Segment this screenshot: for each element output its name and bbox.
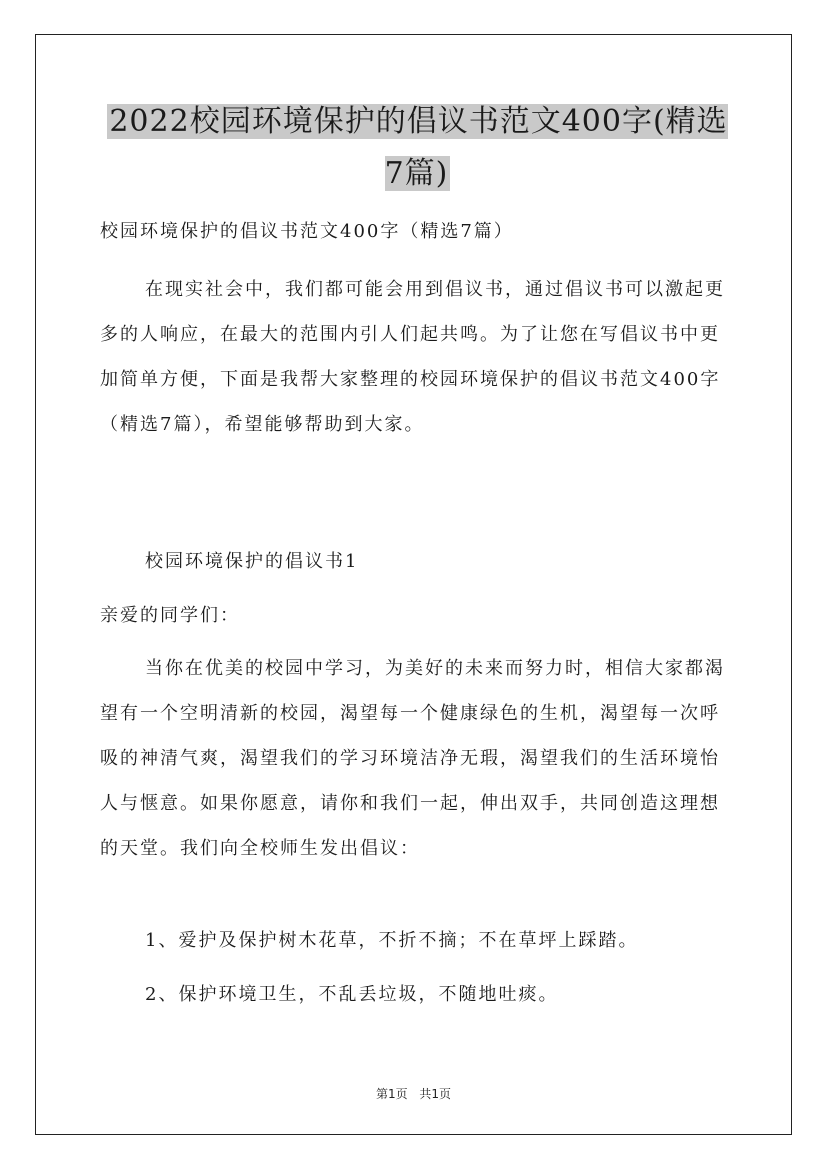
section-heading: 校园环境保护的倡议书1 xyxy=(145,551,359,572)
body-paragraph: 当你在优美的校园中学习，为美好的未来而努力时，相信大家都渴望有一个空明清新的校园，渴望每一个健康绿色的生机，渴望每一次呼吸的神清气爽，渴望我们的学习环境洁净无瑕，渴望我们的生活环境怡人与惬意。如果你愿意，请你和我们一起，伸出双手，共同创造这理想的天堂。我们向全校师生发出倡议： xyxy=(100,658,725,859)
list-item: 1、爱护及保护树木花草，不折不摘；不在草坪上踩踏。 xyxy=(145,930,639,951)
page-footer xyxy=(0,1085,827,1102)
document-title xyxy=(100,96,735,200)
intro-paragraph: 在现实社会中，我们都可能会用到倡议书，通过倡议书可以激起更多的人响应，在最大的范围内引人们起共鸣。为了让您在写倡议书中更加简单方便，下面是我帮大家整理的校园环境保护的倡议书范文400字（精选7篇），希望能够帮助到大家。 xyxy=(100,279,725,435)
document-subtitle: 校园环境保护的倡议书范文400字（精选7篇） xyxy=(100,221,514,242)
greeting: 亲爱的同学们： xyxy=(100,605,240,626)
page-total: 共1页 xyxy=(419,1087,452,1101)
page-number: 第1页 xyxy=(375,1087,408,1101)
document-title-text: 2022校园环境保护的倡议书范文400字(精选7篇) xyxy=(109,104,728,191)
list-item: 2、保护环境卫生，不乱丢垃圾，不随地吐痰。 xyxy=(145,984,559,1005)
